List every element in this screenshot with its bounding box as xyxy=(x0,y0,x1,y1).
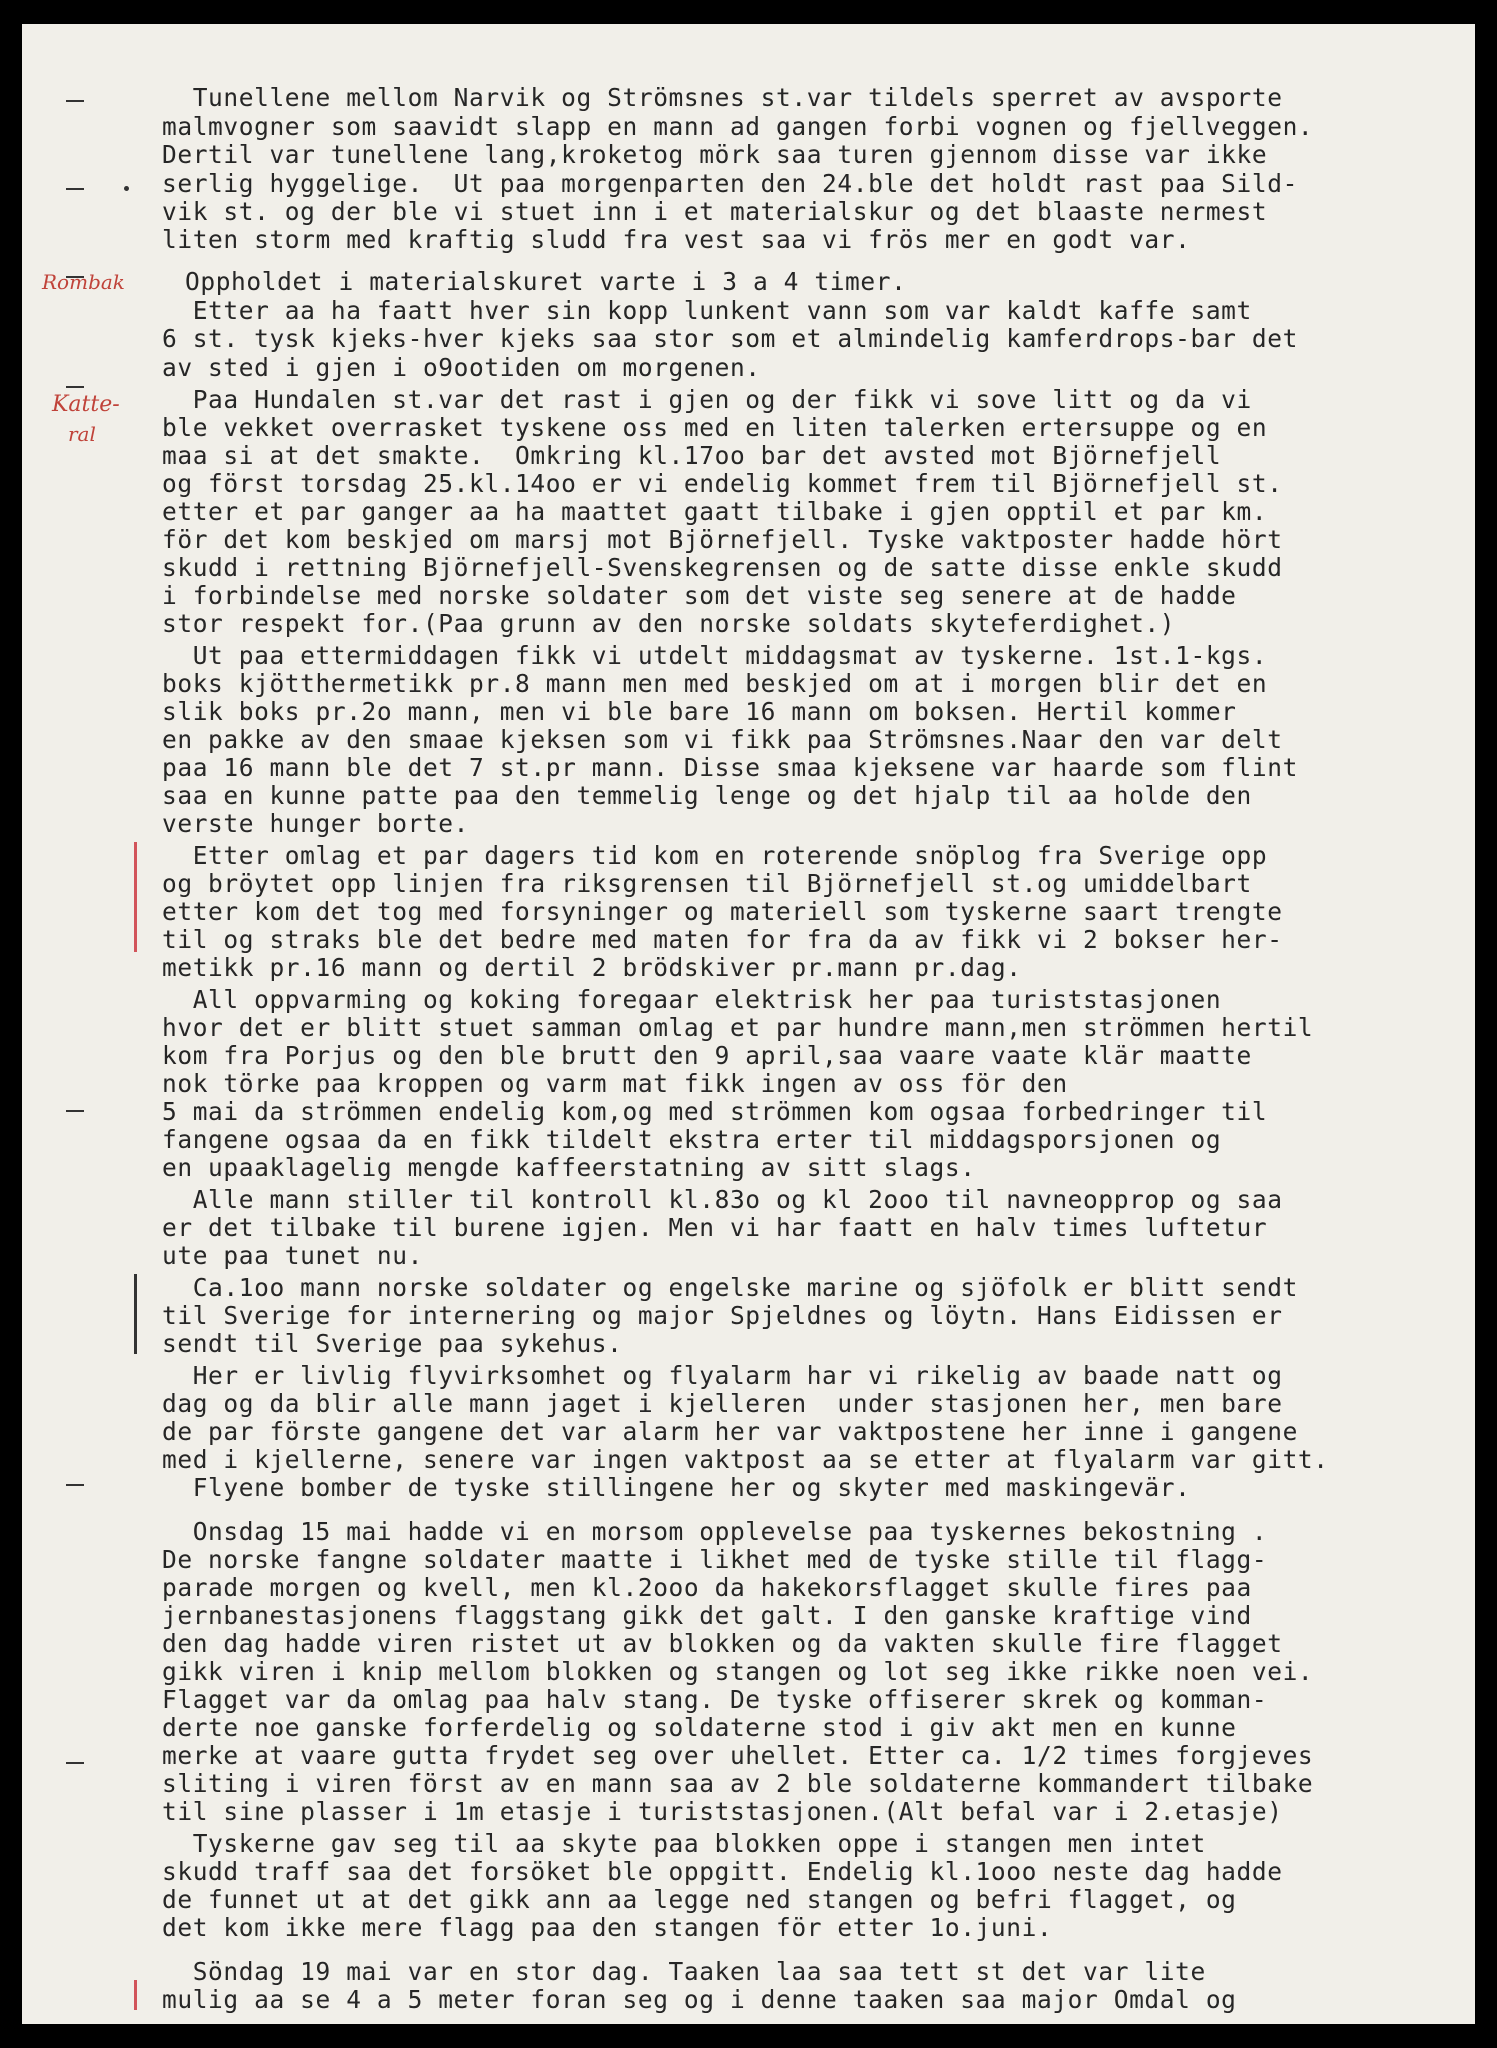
typed-line: Tyskerne gav seg til aa skyte paa blokken oppe i stangen men intet xyxy=(162,1829,1206,1858)
typed-line: skudd traff saa det forsöket ble oppgitt. Endelig kl.1ooo neste dag hadde xyxy=(162,1857,1283,1886)
margin-note-katte: Katte- xyxy=(52,392,120,417)
typed-line: de par förste gangene det var alarm her var vaktpostene her inne i gangene xyxy=(162,1417,1298,1446)
typed-line: Her er livlig flyvirksomhet og flyalarm har vi rikelig av baade natt og xyxy=(162,1361,1283,1390)
margin-dash xyxy=(66,100,84,102)
typed-line: verste hunger borte. xyxy=(162,809,470,838)
margin-dash xyxy=(66,188,84,190)
typed-line: Oppholdet i materialskuret varte i 3 a 4 timer. xyxy=(185,267,907,296)
typed-line: i forbindelse med norske soldater som det viste seg senere at de hadde xyxy=(162,581,1237,610)
typed-line: De norske fangne soldater maatte i likhet med de tyske stille til flagg- xyxy=(162,1545,1268,1574)
typed-line: dag og da blir alle mann jaget i kjelleren under stasjonen her, men bare xyxy=(162,1389,1283,1418)
typed-line: 6 st. tysk kjeks-hver kjeks saa stor som et almindelig kamferdrops-bar det xyxy=(162,324,1298,353)
typed-line: det kom ikke mere flagg paa den stangen för etter 1o.juni. xyxy=(162,1913,1053,1942)
typed-line: metikk pr.16 mann og dertil 2 brödskiver pr.mann pr.dag. xyxy=(162,953,1022,982)
document-page xyxy=(22,24,1475,2024)
typed-line: og bröytet opp linjen fra riksgrensen til Björnefjell st.og umiddelbart xyxy=(162,869,1252,898)
typed-line: 5 mai da strömmen endelig kom,og med strömmen kom ogsaa forbedringer til xyxy=(162,1097,1268,1126)
typed-line: jernbanestasjonens flaggstang gikk det galt. I den ganske kraftige vind xyxy=(162,1601,1252,1630)
typed-line: Etter omlag et par dagers tid kom en roterende snöplog fra Sverige opp xyxy=(162,841,1268,870)
typed-line: de funnet ut at det gikk ann aa legge ned stangen og befri flagget, og xyxy=(162,1885,1237,1914)
typed-line: saa en kunne patte paa den temmelig lenge og det hjalp til aa holde den xyxy=(162,781,1252,810)
typed-line: med i kjellerne, senere var ingen vaktpost aa se etter at flyalarm var gitt. xyxy=(162,1445,1329,1474)
typed-line: paa 16 mann ble det 7 st.pr mann. Disse smaa kjeksene var haarde som flint xyxy=(162,753,1298,782)
typed-line: maa si at det smakte. Omkring kl.17oo bar det avsted mot Björnefjell xyxy=(162,441,1222,470)
margin-dash xyxy=(66,1110,84,1112)
typed-line: en upaaklagelig mengde kaffeerstatning av sitt slags. xyxy=(162,1153,976,1182)
typed-line: derte noe ganske forferdelig og soldaterne stod i giv akt men en kunne xyxy=(162,1713,1237,1742)
typed-line: Flyene bomber de tyske stillingene her og skyter med maskingevär. xyxy=(162,1473,1191,1502)
typed-line: ute paa tunet nu. xyxy=(162,1241,423,1270)
typed-line: etter et par ganger aa ha maattet gaatt tilbake i gjen opptil et par km. xyxy=(162,497,1268,526)
typed-line: mulig aa se 4 a 5 meter foran seg og i denne taaken saa major Omdal og xyxy=(162,1985,1237,2014)
typed-line: av sted i gjen i o9ootiden om morgenen. xyxy=(162,353,761,382)
typed-line: Paa Hundalen st.var det rast i gjen og der fikk vi sove litt og da vi xyxy=(162,385,1252,414)
typed-line: merke at vaare gutta frydet seg over uhellet. Etter ca. 1/2 times forgjeves xyxy=(162,1741,1314,1770)
typed-line: Dertil var tunellene lang,kroketog mörk saa turen gjennom disse var ikke xyxy=(162,140,1268,169)
margin-dash xyxy=(124,186,129,191)
typed-line: Söndag 19 mai var en stor dag. Taaken laa saa tett st det var lite xyxy=(162,1957,1206,1986)
typed-line: etter kom det tog med forsyninger og materiell som tyskerne saart trengte xyxy=(162,897,1283,926)
typed-line: nok törke paa kroppen og varm mat fikk ingen av oss för den xyxy=(162,1069,1068,1098)
typed-line: serlig hyggelige. Ut paa morgenparten den 24.ble det holdt rast paa Sild- xyxy=(162,169,1298,198)
typed-line: hvor det er blitt stuet samman omlag et par hundre mann,men strömmen hertil xyxy=(162,1013,1314,1042)
typed-line: er det tilbake til burene igjen. Men vi har faatt en halv times luftetur xyxy=(162,1213,1268,1242)
margin-dash xyxy=(66,386,84,388)
typed-line: vik st. og der ble vi stuet inn i et materialskur og det blaaste nermest xyxy=(162,197,1268,226)
typed-line: til og straks ble det bedre med maten for fra da av fikk vi 2 bokser her- xyxy=(162,925,1283,954)
margin-dash xyxy=(66,1762,84,1764)
typed-line: Alle mann stiller til kontroll kl.83o og kl 2ooo til navneopprop og saa xyxy=(162,1185,1283,1214)
margin-bar xyxy=(134,1274,137,1354)
typed-line: All oppvarming og koking foregaar elektrisk her paa turiststasjonen xyxy=(162,985,1222,1014)
typed-line: Ca.1oo mann norske soldater og engelske marine og sjöfolk er blitt sendt xyxy=(162,1273,1298,1302)
typed-line: og först torsdag 25.kl.14oo er vi endelig kommet frem til Björnefjell st. xyxy=(162,469,1283,498)
typed-line: kom fra Porjus og den ble brutt den 9 april,saa vaare vaate klär maatte xyxy=(162,1041,1252,1070)
typed-line: stor respekt for.(Paa grunn av den norske soldats skyteferdighet.) xyxy=(162,609,1176,638)
typed-line: malmvogner som saavidt slapp en mann ad gangen forbi vognen og fjellveggen. xyxy=(162,112,1314,141)
typed-line: til sine plasser i 1m etasje i turiststasjonen.(Alt befal var i 2.etasje) xyxy=(162,1797,1283,1826)
typed-line: Ut paa ettermiddagen fikk vi utdelt middagsmat av tyskerne. 1st.1-kgs. xyxy=(162,641,1268,670)
margin-bar xyxy=(134,1980,137,2010)
typed-line: en pakke av den smaae kjeksen som vi fikk paa Strömsnes.Naar den var delt xyxy=(162,725,1283,754)
typed-line: liten storm med kraftig sludd fra vest saa vi frös mer en godt var. xyxy=(162,225,1191,254)
typed-line: til Sverige for internering og major Spjeldnes og löytn. Hans Eidissen er xyxy=(162,1301,1283,1330)
typed-line: Flagget var da omlag paa halv stang. De tyske offiserer skrek og komman- xyxy=(162,1685,1268,1714)
margin-bar xyxy=(134,842,137,952)
typed-line: den dag hadde viren ristet ut av blokken og da vakten skulle fire flagget xyxy=(162,1629,1283,1658)
typed-line: Tunellene mellom Narvik og Strömsnes st.var tildels sperret av avsporte xyxy=(162,83,1283,112)
typed-line: Onsdag 15 mai hadde vi en morsom opplevelse paa tyskernes bekostning . xyxy=(162,1517,1268,1546)
typed-line: parade morgen og kvell, men kl.2ooo da hakekorsflagget skulle fires paa xyxy=(162,1573,1252,1602)
margin-dash xyxy=(66,1484,84,1486)
typed-line: skudd i rettning Björnefjell-Svenskegrensen og de satte disse enkle skudd xyxy=(162,553,1283,582)
typed-line: fangene ogsaa da en fikk tildelt ekstra erter til middagsporsjonen og xyxy=(162,1125,1222,1154)
margin-note-rombak: Rombak xyxy=(42,270,125,294)
margin-note-ral: ral xyxy=(68,422,96,446)
typed-line: Etter aa ha faatt hver sin kopp lunkent vann som var kaldt kaffe samt xyxy=(162,296,1252,325)
typed-line: gikk viren i knip mellom blokken og stangen og lot seg ikke rikke noen vei. xyxy=(162,1657,1314,1686)
typed-line: för det kom beskjed om marsj mot Björnefjell. Tyske vaktposter hadde hört xyxy=(162,525,1283,554)
typed-line: sliting i viren först av en mann saa av 2 ble soldaterne kommandert tilbake xyxy=(162,1769,1314,1798)
typed-line: sendt til Sverige paa sykehus. xyxy=(162,1329,623,1358)
typed-line: boks kjötthermetikk pr.8 mann men med beskjed om at i morgen blir det en xyxy=(162,669,1268,698)
typed-line: ble vekket overrasket tyskene oss med en liten talerken ertersuppe og en xyxy=(162,413,1268,442)
typed-line: slik boks pr.2o mann, men vi ble bare 16 mann om boksen. Hertil kommer xyxy=(162,697,1237,726)
